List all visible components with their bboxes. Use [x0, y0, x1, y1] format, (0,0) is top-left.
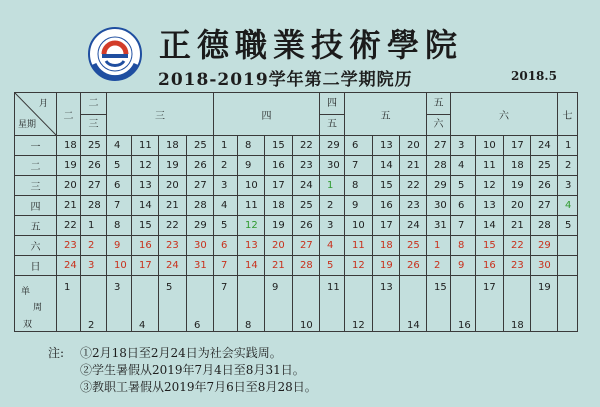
week-number: 9 [272, 282, 279, 293]
week-number-cell [531, 276, 558, 332]
week-number: 17 [483, 282, 496, 293]
date-cell: 17 [265, 176, 293, 196]
week-type-char: 双 [23, 320, 33, 330]
date-cell: 6 [345, 136, 373, 156]
date-cell: 1 [214, 136, 238, 156]
date-cell: 3 [558, 176, 578, 196]
weekday-row [15, 156, 578, 176]
date-cell: 5 [214, 216, 238, 236]
weekday-row [15, 136, 578, 156]
date-cell: 27 [187, 176, 214, 196]
date-cell: 20 [504, 196, 531, 216]
date-cell: 13 [238, 236, 265, 256]
month-axis-label: 月 [38, 99, 48, 109]
date-cell: 19 [504, 176, 531, 196]
week-number: 11 [327, 282, 340, 293]
month-header-row [15, 93, 578, 136]
month-header: 七 [558, 93, 578, 136]
date-cell: 4 [558, 196, 578, 216]
date-cell: 28 [531, 216, 558, 236]
date-cell: 18 [57, 136, 81, 156]
month-header: 五 [345, 93, 427, 136]
date-cell: 6 [451, 196, 476, 216]
date-cell: 26 [531, 176, 558, 196]
date-cell: 8 [107, 216, 132, 236]
date-cell: 18 [265, 196, 293, 216]
date-cell: 27 [293, 236, 320, 256]
week-number: 1 [64, 282, 71, 293]
month-header: 六 [451, 93, 558, 136]
date-cell: 3 [451, 136, 476, 156]
date-cell: 5 [320, 256, 345, 276]
date-cell: 9 [107, 236, 132, 256]
date-cell: 12 [476, 176, 504, 196]
date-cell: 23 [400, 196, 427, 216]
date-cell: 18 [373, 236, 400, 256]
week-number: 13 [380, 282, 393, 293]
weekday-axis-label: 星期 [18, 120, 37, 130]
week-number: 18 [511, 320, 524, 331]
weekday-label: 五 [15, 216, 57, 236]
calendar-table [14, 92, 578, 332]
week-number: 8 [245, 320, 252, 331]
week-number-cell [504, 276, 531, 332]
date-cell: 31 [187, 256, 214, 276]
week-number: 10 [300, 320, 313, 331]
date-cell: 21 [57, 196, 81, 216]
date-cell: 14 [476, 216, 504, 236]
date-cell: 5 [107, 156, 132, 176]
date-cell: 26 [293, 216, 320, 236]
date-cell: 22 [400, 176, 427, 196]
date-cell: 22 [293, 136, 320, 156]
date-cell: 25 [531, 156, 558, 176]
date-cell: 11 [238, 196, 265, 216]
week-number-cell-empty [558, 276, 578, 332]
date-cell: 29 [320, 136, 345, 156]
week-number: 6 [194, 320, 201, 331]
week-number: 3 [114, 282, 121, 293]
week-number-cell [132, 276, 159, 332]
date-cell: 7 [451, 216, 476, 236]
calendar-title: 2018-2019学年第二学期院历 [158, 70, 413, 90]
date-cell: 24 [159, 256, 187, 276]
date-cell: 20 [159, 176, 187, 196]
weekday-row [15, 176, 578, 196]
date-cell: 15 [132, 216, 159, 236]
date-cell: 12 [345, 256, 373, 276]
weekday-label: 日 [15, 256, 57, 276]
week-number-cell [159, 276, 187, 332]
date-cell: 15 [476, 236, 504, 256]
date-cell: 29 [531, 236, 558, 256]
date-cell: 27 [81, 176, 107, 196]
date-cell: 27 [427, 136, 451, 156]
date-cell: 12 [132, 156, 159, 176]
date-cell: 5 [558, 216, 578, 236]
date-cell: 28 [81, 196, 107, 216]
date-cell: 25 [293, 196, 320, 216]
month-header-top: 二 [81, 94, 106, 115]
week-type-char: 周 [33, 303, 43, 313]
date-cell: 22 [57, 216, 81, 236]
week-number: 16 [458, 320, 471, 331]
date-cell: 20 [400, 136, 427, 156]
date-cell: 8 [345, 176, 373, 196]
date-cell: 30 [320, 156, 345, 176]
date-cell: 18 [159, 136, 187, 156]
date-cell: 17 [132, 256, 159, 276]
date-cell: 19 [57, 156, 81, 176]
date-cell: 31 [427, 216, 451, 236]
week-number: 15 [434, 282, 447, 293]
week-number-cell [238, 276, 265, 332]
note-item: ③教职工暑假从2019年7月6日至8月28日。 [80, 380, 317, 394]
date-cell: 28 [187, 196, 214, 216]
date-cell: 24 [531, 136, 558, 156]
date-cell: 24 [57, 256, 81, 276]
week-number: 14 [407, 320, 420, 331]
date-cell: 2 [427, 256, 451, 276]
date-cell: 3 [214, 176, 238, 196]
date-cell: 11 [476, 156, 504, 176]
date-cell [558, 256, 578, 276]
week-number: 4 [139, 320, 146, 331]
school-logo [88, 27, 142, 81]
weekday-label: 三 [15, 176, 57, 196]
note-item: ②学生暑假从2019年7月4日至8月31日。 [80, 363, 305, 377]
weekday-row [15, 196, 578, 216]
date-cell: 13 [476, 196, 504, 216]
date-cell: 10 [107, 256, 132, 276]
date-cell: 21 [265, 256, 293, 276]
date-cell: 1 [558, 136, 578, 156]
date-cell: 10 [238, 176, 265, 196]
week-number-cell [107, 276, 132, 332]
weekday-label: 一 [15, 136, 57, 156]
date-cell: 4 [214, 196, 238, 216]
date-cell: 30 [531, 256, 558, 276]
date-cell: 6 [214, 236, 238, 256]
month-header-split [320, 93, 345, 136]
date-cell: 25 [400, 236, 427, 256]
week-number-cell [320, 276, 345, 332]
week-number-cell [57, 276, 81, 332]
week-number: 7 [221, 282, 228, 293]
date-cell: 16 [373, 196, 400, 216]
week-number: 2 [88, 320, 95, 331]
date-cell: 24 [293, 176, 320, 196]
date-cell: 1 [81, 216, 107, 236]
date-cell: 9 [345, 196, 373, 216]
date-cell: 20 [265, 236, 293, 256]
date-cell: 23 [504, 256, 531, 276]
week-number-row [15, 276, 578, 332]
week-number-cell [187, 276, 214, 332]
date-cell: 5 [451, 176, 476, 196]
weekday-row [15, 256, 578, 276]
date-cell: 17 [373, 216, 400, 236]
date-cell: 4 [320, 236, 345, 256]
week-number: 19 [538, 282, 551, 293]
month-header-top: 四 [320, 94, 344, 115]
date-cell: 9 [238, 156, 265, 176]
weekday-row [15, 236, 578, 256]
date-cell: 2 [558, 156, 578, 176]
notes-label: 注: [48, 346, 65, 360]
week-number: 5 [166, 282, 173, 293]
date-cell: 7 [107, 196, 132, 216]
weekday-label: 二 [15, 156, 57, 176]
date-cell: 11 [132, 136, 159, 156]
date-cell: 21 [400, 156, 427, 176]
date-cell: 1 [320, 176, 345, 196]
date-cell: 2 [320, 196, 345, 216]
date-cell: 26 [187, 156, 214, 176]
date-cell: 11 [345, 236, 373, 256]
date-cell: 22 [504, 236, 531, 256]
school-name: 正德職業技術學院 [159, 26, 464, 64]
date-cell: 23 [57, 236, 81, 256]
week-number-cell [214, 276, 238, 332]
date-cell: 16 [132, 236, 159, 256]
week-type-label [15, 276, 57, 332]
date-cell: 21 [159, 196, 187, 216]
week-number-cell [451, 276, 476, 332]
date-cell: 8 [238, 136, 265, 156]
date-cell: 3 [320, 216, 345, 236]
date-cell: 20 [57, 176, 81, 196]
date-cell: 22 [159, 216, 187, 236]
corner-header [15, 93, 57, 136]
month-header: 二 [57, 93, 81, 136]
weekday-row [15, 216, 578, 236]
date-cell: 25 [187, 136, 214, 156]
date-cell: 28 [427, 156, 451, 176]
date-cell [558, 236, 578, 256]
month-header-bottom: 六 [433, 118, 444, 130]
date-cell: 13 [132, 176, 159, 196]
date-cell: 6 [107, 176, 132, 196]
week-number-cell [293, 276, 320, 332]
date-cell: 23 [159, 236, 187, 256]
date-cell: 15 [373, 176, 400, 196]
date-cell: 25 [81, 136, 107, 156]
week-number-cell [265, 276, 293, 332]
month-header-split [81, 93, 107, 136]
date-cell: 19 [159, 156, 187, 176]
date-cell: 9 [451, 256, 476, 276]
date-cell: 10 [476, 136, 504, 156]
week-number: 12 [352, 320, 365, 331]
week-number-cell [345, 276, 373, 332]
date-cell: 17 [504, 136, 531, 156]
date-cell: 19 [373, 256, 400, 276]
date-cell: 2 [214, 156, 238, 176]
week-number-cell [373, 276, 400, 332]
issue-date: 2018.5 [511, 69, 557, 83]
note-item: ①2月18日至2月24日为社会实践周。 [80, 346, 282, 360]
week-number-cell [81, 276, 107, 332]
date-cell: 8 [451, 236, 476, 256]
date-cell: 19 [265, 216, 293, 236]
date-cell: 30 [427, 196, 451, 216]
date-cell: 14 [373, 156, 400, 176]
week-number-cell [400, 276, 427, 332]
date-cell: 18 [504, 156, 531, 176]
month-header-top: 五 [427, 94, 450, 115]
date-cell: 4 [451, 156, 476, 176]
date-cell: 28 [293, 256, 320, 276]
date-cell: 21 [504, 216, 531, 236]
date-cell: 26 [400, 256, 427, 276]
date-cell: 30 [187, 236, 214, 256]
date-cell: 7 [345, 156, 373, 176]
date-cell: 29 [427, 176, 451, 196]
date-cell: 24 [400, 216, 427, 236]
month-header-bottom: 三 [88, 118, 99, 130]
date-cell: 14 [238, 256, 265, 276]
date-cell: 23 [293, 156, 320, 176]
date-cell: 29 [187, 216, 214, 236]
date-cell: 7 [214, 256, 238, 276]
date-cell: 16 [265, 156, 293, 176]
date-cell: 15 [265, 136, 293, 156]
date-cell: 26 [81, 156, 107, 176]
date-cell: 3 [81, 256, 107, 276]
date-cell: 1 [427, 236, 451, 256]
date-cell: 12 [238, 216, 265, 236]
week-number-cell [427, 276, 451, 332]
date-cell: 14 [132, 196, 159, 216]
date-cell: 16 [476, 256, 504, 276]
date-cell: 4 [107, 136, 132, 156]
month-header: 四 [214, 93, 320, 136]
week-type-char: 单 [21, 287, 31, 297]
date-cell: 2 [81, 236, 107, 256]
month-header: 三 [107, 93, 214, 136]
date-cell: 27 [531, 196, 558, 216]
month-header-split [427, 93, 451, 136]
week-number-cell [476, 276, 504, 332]
date-cell: 13 [373, 136, 400, 156]
weekday-label: 四 [15, 196, 57, 216]
date-cell: 10 [345, 216, 373, 236]
month-header-bottom: 五 [327, 118, 337, 130]
weekday-label: 六 [15, 236, 57, 256]
